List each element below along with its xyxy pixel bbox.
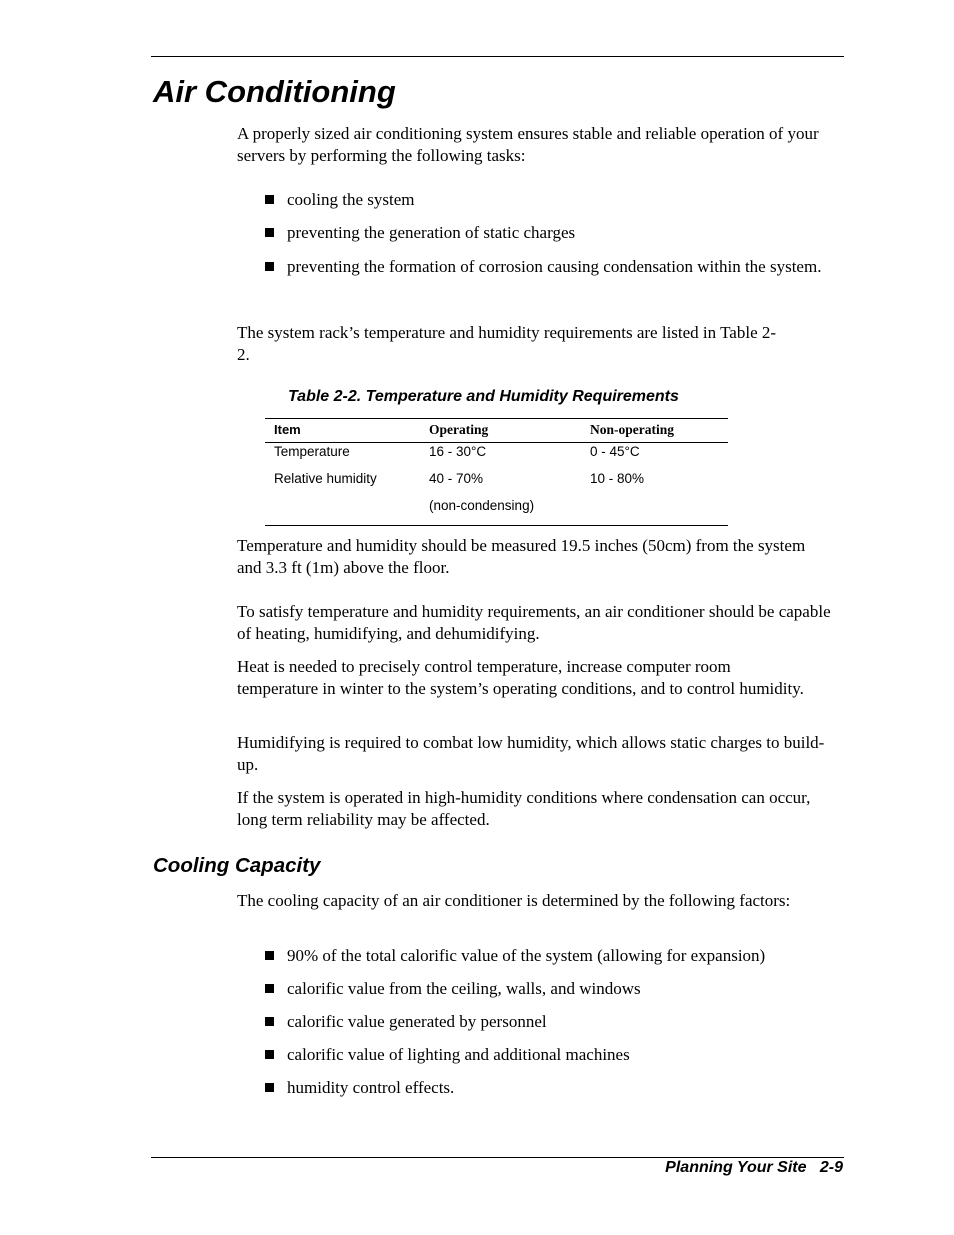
table-cell: Relative humidity bbox=[274, 471, 377, 486]
table-cell: 0 - 45°C bbox=[590, 444, 640, 459]
paragraph: Heat is needed to precisely control temperature, increase computer room temperature in winter to the system’s operating conditions, and to control humidity. bbox=[237, 657, 804, 698]
page-number: 2-9 bbox=[819, 1159, 843, 1176]
page-title: Air Conditioning bbox=[153, 74, 396, 109]
table-caption: Table 2-2. Temperature and Humidity Requirements bbox=[288, 388, 679, 405]
list-item: preventing the generation of static charges bbox=[265, 222, 835, 244]
paragraph: To satisfy temperature and humidity requirements, an air conditioner should be capable of heating, humidifying, and dehumidifying. bbox=[237, 602, 831, 643]
page-footer bbox=[665, 1157, 843, 1179]
list-item: 90% of the total calorific value of the system (allowing for expansion) bbox=[265, 945, 835, 967]
list-item: calorific value generated by personnel bbox=[265, 1011, 835, 1033]
list-item: calorific value from the ceiling, walls, and windows bbox=[265, 978, 835, 1000]
section-heading: Cooling Capacity bbox=[153, 854, 321, 877]
column-header-non-operating: Non-operating bbox=[590, 422, 674, 437]
list-item: humidity control effects. bbox=[265, 1077, 835, 1099]
cooling-intro-paragraph: The cooling capacity of an air conditioner is determined by the following factors: bbox=[237, 891, 791, 910]
table-reference-paragraph: The system rack’s temperature and humidity requirements are listed in Table 2-2. bbox=[237, 323, 777, 364]
table-cell: 16 - 30°C bbox=[429, 444, 487, 459]
bullet-square-icon bbox=[265, 228, 274, 237]
paragraph: If the system is operated in high-humidity conditions where condensation can occur, long term reliability may be affected. bbox=[237, 788, 811, 829]
table-note: (non-condensing) bbox=[429, 498, 535, 513]
table-bottom-rule bbox=[265, 525, 728, 526]
table-cell: Temperature bbox=[274, 444, 350, 459]
table-cell: 10 - 80% bbox=[590, 471, 645, 486]
header-rule bbox=[151, 56, 844, 57]
column-header-operating: Operating bbox=[429, 422, 489, 437]
bullet-square-icon bbox=[265, 951, 274, 960]
bullet-square-icon bbox=[265, 262, 274, 271]
paragraph: Humidifying is required to combat low humidity, which allows static charges to build-up. bbox=[237, 733, 825, 774]
bullet-square-icon bbox=[265, 1017, 274, 1026]
requirements-table bbox=[265, 418, 728, 526]
table-cell: 40 - 70% bbox=[429, 471, 484, 486]
bullet-square-icon bbox=[265, 984, 274, 993]
list-item: calorific value of lighting and additional machines bbox=[265, 1044, 835, 1066]
intro-paragraph: A properly sized air conditioning system ensures stable and reliable operation of your servers by performing the following tasks: bbox=[237, 124, 819, 165]
bullet-square-icon bbox=[265, 1050, 274, 1059]
column-header-item: Item bbox=[274, 422, 301, 437]
list-item: cooling the system bbox=[265, 189, 835, 211]
bullet-square-icon bbox=[265, 195, 274, 204]
bullet-square-icon bbox=[265, 1083, 274, 1092]
table-top-rule bbox=[265, 418, 728, 419]
footer-section: Planning Your Site bbox=[665, 1159, 807, 1176]
paragraph: Temperature and humidity should be measured 19.5 inches (50cm) from the system and 3.3 ft (1m) above the floor. bbox=[237, 536, 806, 577]
list-item: preventing the formation of corrosion causing condensation within the system. bbox=[265, 256, 825, 278]
